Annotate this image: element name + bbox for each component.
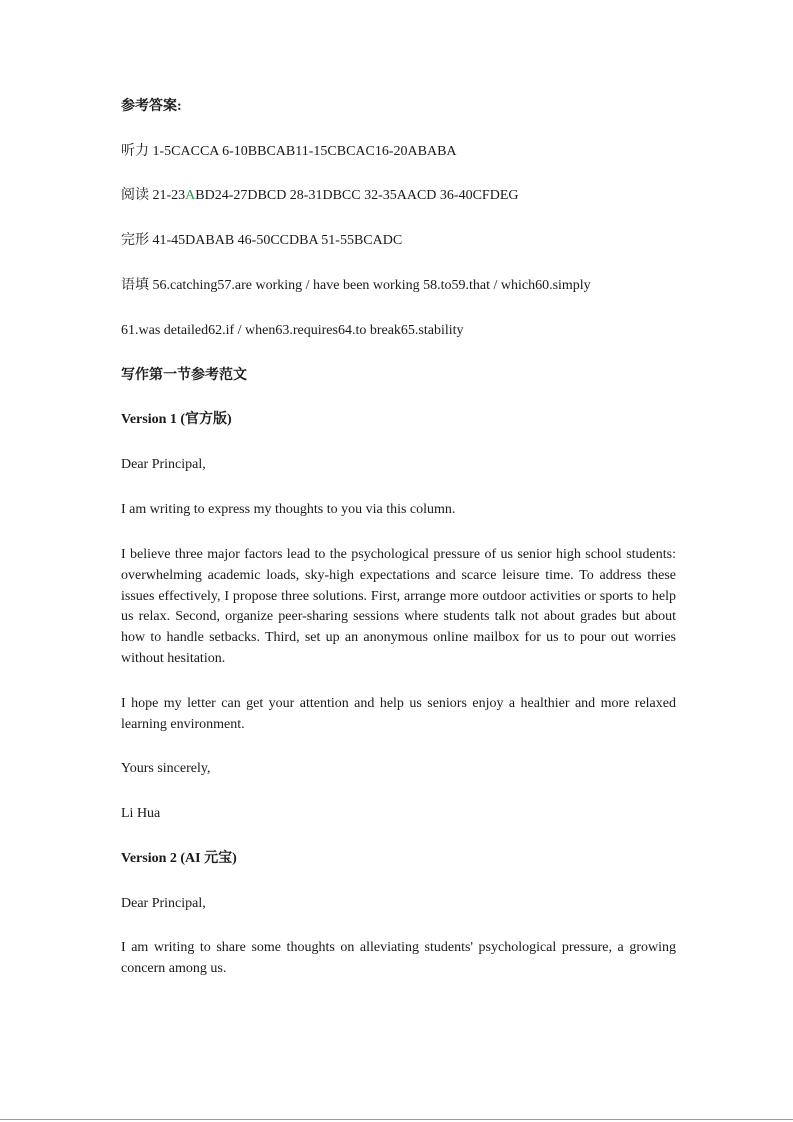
listening-answers: 听力 1-5CACCA 6-10BBCAB11-15CBCAC16-20ABABA xyxy=(121,144,457,159)
grammar-fill-answers-line2: 61.was detailed62.if / when63.requires64.to break65.stability xyxy=(121,323,464,338)
version1-salutation: Dear Principal, xyxy=(121,457,206,472)
answers-heading: 参考答案: xyxy=(121,99,182,114)
grammar-fill-answers-line1: 语填 56.catching57.are working / have been working 58.to59.that / which60.simply xyxy=(121,278,591,293)
page-bottom-divider xyxy=(0,1119,793,1120)
writing-heading: 写作第一节参考范文 xyxy=(121,368,247,383)
version1-paragraph-2: I believe three major factors lead to the psychological pressure of us senior high school students: overwhelming academic loads, sky-high expectations and scarce leisure time. To address these issues effectively, I propose three solutions. First, arrange more outdoor activities or sports to help us relax. Second, organize peer-sharing sessions where students talk not about grades but about how to handle setbacks. Third, set up an anonymous online mailbox for us to pour out worries without hesitation. xyxy=(121,547,676,666)
version1-paragraph-1: I am writing to express my thoughts to you via this column. xyxy=(121,502,456,517)
version1-closing: Yours sincerely, xyxy=(121,761,211,776)
version2-salutation: Dear Principal, xyxy=(121,896,206,911)
version1-title: Version 1 (官方版) xyxy=(121,412,232,427)
version1-signature: Li Hua xyxy=(121,806,161,821)
version2-paragraph-1: I am writing to share some thoughts on alleviating students' psychological pressure, a growing concern among us. xyxy=(121,940,676,976)
reading-highlight: A xyxy=(185,188,196,203)
cloze-answers: 完形 41-45DABAB 46-50CCDBA 51-55BCADC xyxy=(121,233,403,248)
version1-paragraph-3: I hope my letter can get your attention and help us seniors enjoy a healthier and more relaxed learning environment. xyxy=(121,696,676,732)
reading-suffix: BD24-27DBCD 28-31DBCC 32-35AACD 36-40CFDEG xyxy=(195,188,519,203)
reading-answers xyxy=(121,186,518,206)
reading-prefix: 阅读 21-23 xyxy=(121,188,186,203)
version2-title: Version 2 (AI 元宝) xyxy=(121,851,237,866)
